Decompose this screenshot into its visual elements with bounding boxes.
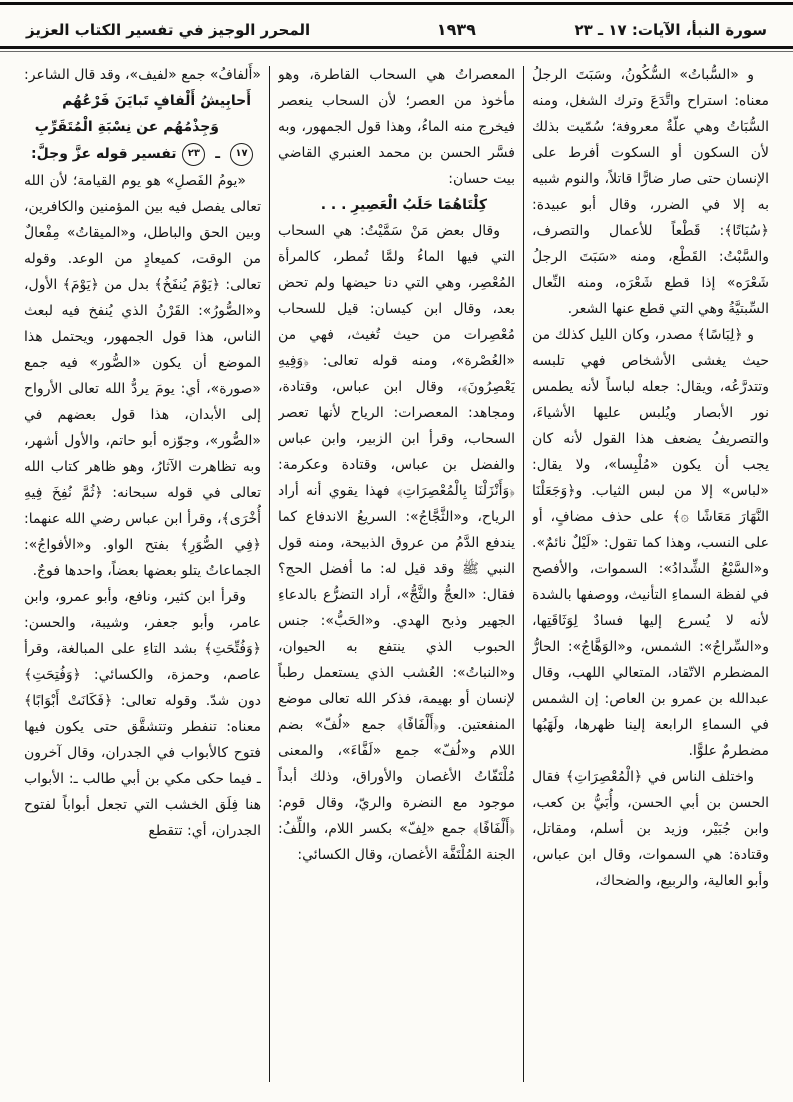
ayah-number-badge: ٢٣ [182,143,205,166]
paragraph: و ﴿لِبَاسًا﴾ مصدر، وكان الليل كذلك من حيث يغشى الأشخاص فهي تلبسه وتتدرَّعُه، ويقال: جعله لباساً لأنه يطمس نور الأبصار ويُلبس عليها الأشياءَ، والتصريفُ يضعف هذا القول لأنه كان يجب أن يكون «مُلْبِسا»، ولا يقال: «لباس» إلا من لبس الثياب. و﴿وَجَعَلْنَا النَّهَارَ مَعَاشًا ۞﴾ على حذف مضافٍ، أو على النسب، وهذا كما تقول: «لَيْلٌ نائمٌ». و«السَّبْعُ الشِّدادُ»: السموات، والأفصح في لفظة السماءِ التأنيث، ووصفها بالشدة لأنه لا يُسرع إليها فسادٌ لِوَثَاقَتِها، و«السِّراجُ»: الشمس، و«الوَهَّاجُ»: الحارُّ المضطرم الاتّقاد، المتعالي اللهب، وقال عبدالله بن عمرو بن العاص: إن الشمس في السماءِ الرابعة إلينا ظهرها، ولَهَبُها مضطرمٌ علوًّا. [532,327,769,760]
column-separator [523,66,524,1082]
paragraph: «يومُ الفَصلِ» هو يوم القيامة؛ لأن الله تعالى يفصل فيه بين المؤمنين والكافرين، وبين الحق والباطل، و«الميقاتُ» مِفْعالٌ من الوقت، كميعادٍ من الوعد. وقوله تعالى: ﴿يَوْمَ يُنفَخُ﴾ بدل من ﴿يَوْمَ﴾ الأول، و«الصُّورُ»: القَرْنُ الذي يُنفخ فيه لبعث الناس، هذا قول الجمهور، ويحتمل هذا الموضع أن يكون «الصُّور» فيه جمع «صورة»، أي: يومَ يردُّ الله تعالى الأرواح إلى الأبدان، هذا قول بعضهم في «الصُّور»، وجوّزه أبو حاتم، والأول أشهر، وبه تظاهرت الآثارُ، وهو ظاهر كتاب الله تعالى في قوله سبحانه: ﴿ثُمَّ نُفِخَ فِيهِ أُخْرَى﴾، وقرأ ابن عباس رضي الله عنهما: ﴿فِي الصُّوَرِ﴾ بفتح الواو. و«الأفواجُ»: الجماعاتُ يتلو بعضها بعضاً، واحدها فوجٌ. [24,173,261,580]
page-number: ١٩٣٩ [436,20,476,39]
column-left [24,62,261,1092]
section-label: تفسير قوله عزَّ وجلَّ: [31,146,177,163]
paragraph: وقرأ ابن كثير، ونافع، وأبو عمرو، وابن عامر، وأبو جعفر، وشيبة، والحسن: ﴿وَفُتِّحَتِ﴾ بشد التاءِ على المبالغة، وقرأ عاصم، وحمزة، والكسائي: ﴿وَفُتِحَتِ﴾ دون شدّ. وقوله تعالى: ﴿فَكَانَتْ أَبْوَابًا﴾ معناه: تنفطر وتتشقَّق حتى يكون فيها فتوح كالأبواب في الجدران، وقال آخرون ـ فيما حكى مكي بن أبي طالب ـ: الأبواب هنا فِلَق الخشب التي تجعل أبواباً لفتوح الجدران، أي: تتقطع [24,589,261,840]
poetry-line: وَجِذْمُهُم عن نِسْبَةِ الْمُتَقَرِّبِ [34,119,219,136]
paragraph: و «السُّباتُ» السُّكُونُ، وسَبَتَ الرجلُ معناه: استراح واتَّدَعَ وترك الشغل، ومنه السُّبَاتُ وهي علّةٌ معروفة؛ سُمّيت بذلك لأن السكون أو السكوت أفرط على الإنسان حتى صار ضارًّا قاتلاً، والنوم شبيه به إلا في الضرر، وقال أبو عبيدة: ﴿سُبَاتًا﴾: قَطْعاً للأعمال والتصرف، والسَّبْتُ: القَطْع، ومنه «سَبَتَ الرجلُ شَعْرَه» إذا قطع شَعْرَه، ومنه النِّعال السِّبتيَّةُ وهي التي قطع عنها الشعر. [532,67,769,318]
poetry-line: كِلْتَاهُمَا حَلَبُ الْعَصِيرِ . . . [320,197,487,214]
paragraph: المعصراتُ هي السحاب القاطرة، وهو مأخوذ من العصر؛ لأن السحاب ينعصر فيخرج منه الماءُ، وهذا قول الجمهور، وبه فسَّر الحسن بن محمد العنبري القاضي بيت حسان: [278,67,515,188]
column-separator [269,66,270,1082]
page-header [0,5,793,41]
paragraph: وقال بعض مَنْ سَمَّيْتُ: هي السحاب التي فيها الماءُ ولمَّا تُمطر، كالمرأة المُعْصِر، وهي التي دنا حيضها ولم تحض بعد، وقال ابن كيسان: قيل للسحاب مُعْصِرات من حيث تُغيث، فهي من «العُصْرة»، ومنه قوله تعالى: ﴿وَفِيهِ يَعْصِرُونَ﴾، وقال ابن عباس، وقتادة، ومجاهد: المعصرات: الرياح لأنها تعصر السحاب، وقرأ ابن الزبير، وابن عباس والفضل بن عباس، وقتادة وعكرمة: ﴿وَأَنْزَلْنَا بِالْمُعْصِرَاتِ﴾ فهذا يقوي أنه أراد الرياح، و«الثَّجَّاجُ»: السريعُ الاندفاع كما يندفع الدَّمُ من عروق الذبيحة، ومنه قول النبي ﷺ وقد قيل له: ما أفضل الحج؟ فقال: «العجُّ والثَّجُّ»، أراد التضرُّع بالدعاءِ الجهير وذبح الهدي. و«الحَبُّ»: جنس الحبوب الذي ينتفع به الحيوان، و«النباتُ»: العُشب الذي يستعمل رطباً لإنسان أو بهيمة، فذكر الله تعالى موضع المنفعتين. و﴿أَلْفَافًا﴾ جمع «لُفّ» بضم اللام و«لُفّ» جمع «لَفَّاءَ»، والمعنى مُلْتَفّاتُ الأغصان والأوراق، وذلك أبداً موجود مع النضرة والريّ، وقال قوم: ﴿أَلْفَافًا﴾ جمع «لِفّ» بكسر اللام، واللِّفُ: الجنة المُلْتَفَّة الأغصان، وقال الكسائي: [278,223,515,864]
section-heading [24,141,261,167]
paragraph: واختلف الناس في ﴿الْمُعْصِرَاتِ﴾ فقال الحسن بن أبي الحسن، وأُبَيُّ بن كعب، وابن جُبَيْر، وزيد بن أسلم، ومقاتل، وقتادة: هي السموات، وقال ابن عباس، وأبو العالية، والربيع، والضحاك، [532,769,769,890]
range-dash: ـ [215,146,221,163]
text-columns [0,52,793,1092]
poetry-line: أَحابِيشُ أَلْفافٍ تَبايَنَ فَرْعُهُم [62,93,251,110]
paragraph: «أَلفافُ» جمع «لفيف»، وقد قال الشاعر: [24,67,261,84]
header-rule-thick [0,46,793,49]
header-surah-title: سورة النبأ، الآيات: ١٧ ـ ٢٣ [574,21,767,40]
column-middle [278,62,515,1092]
ayah-number-badge: ١٧ [230,143,253,166]
header-book-title: المحرر الوجيز في تفسير الكتاب العزيز [26,21,311,40]
column-right [532,62,769,1092]
